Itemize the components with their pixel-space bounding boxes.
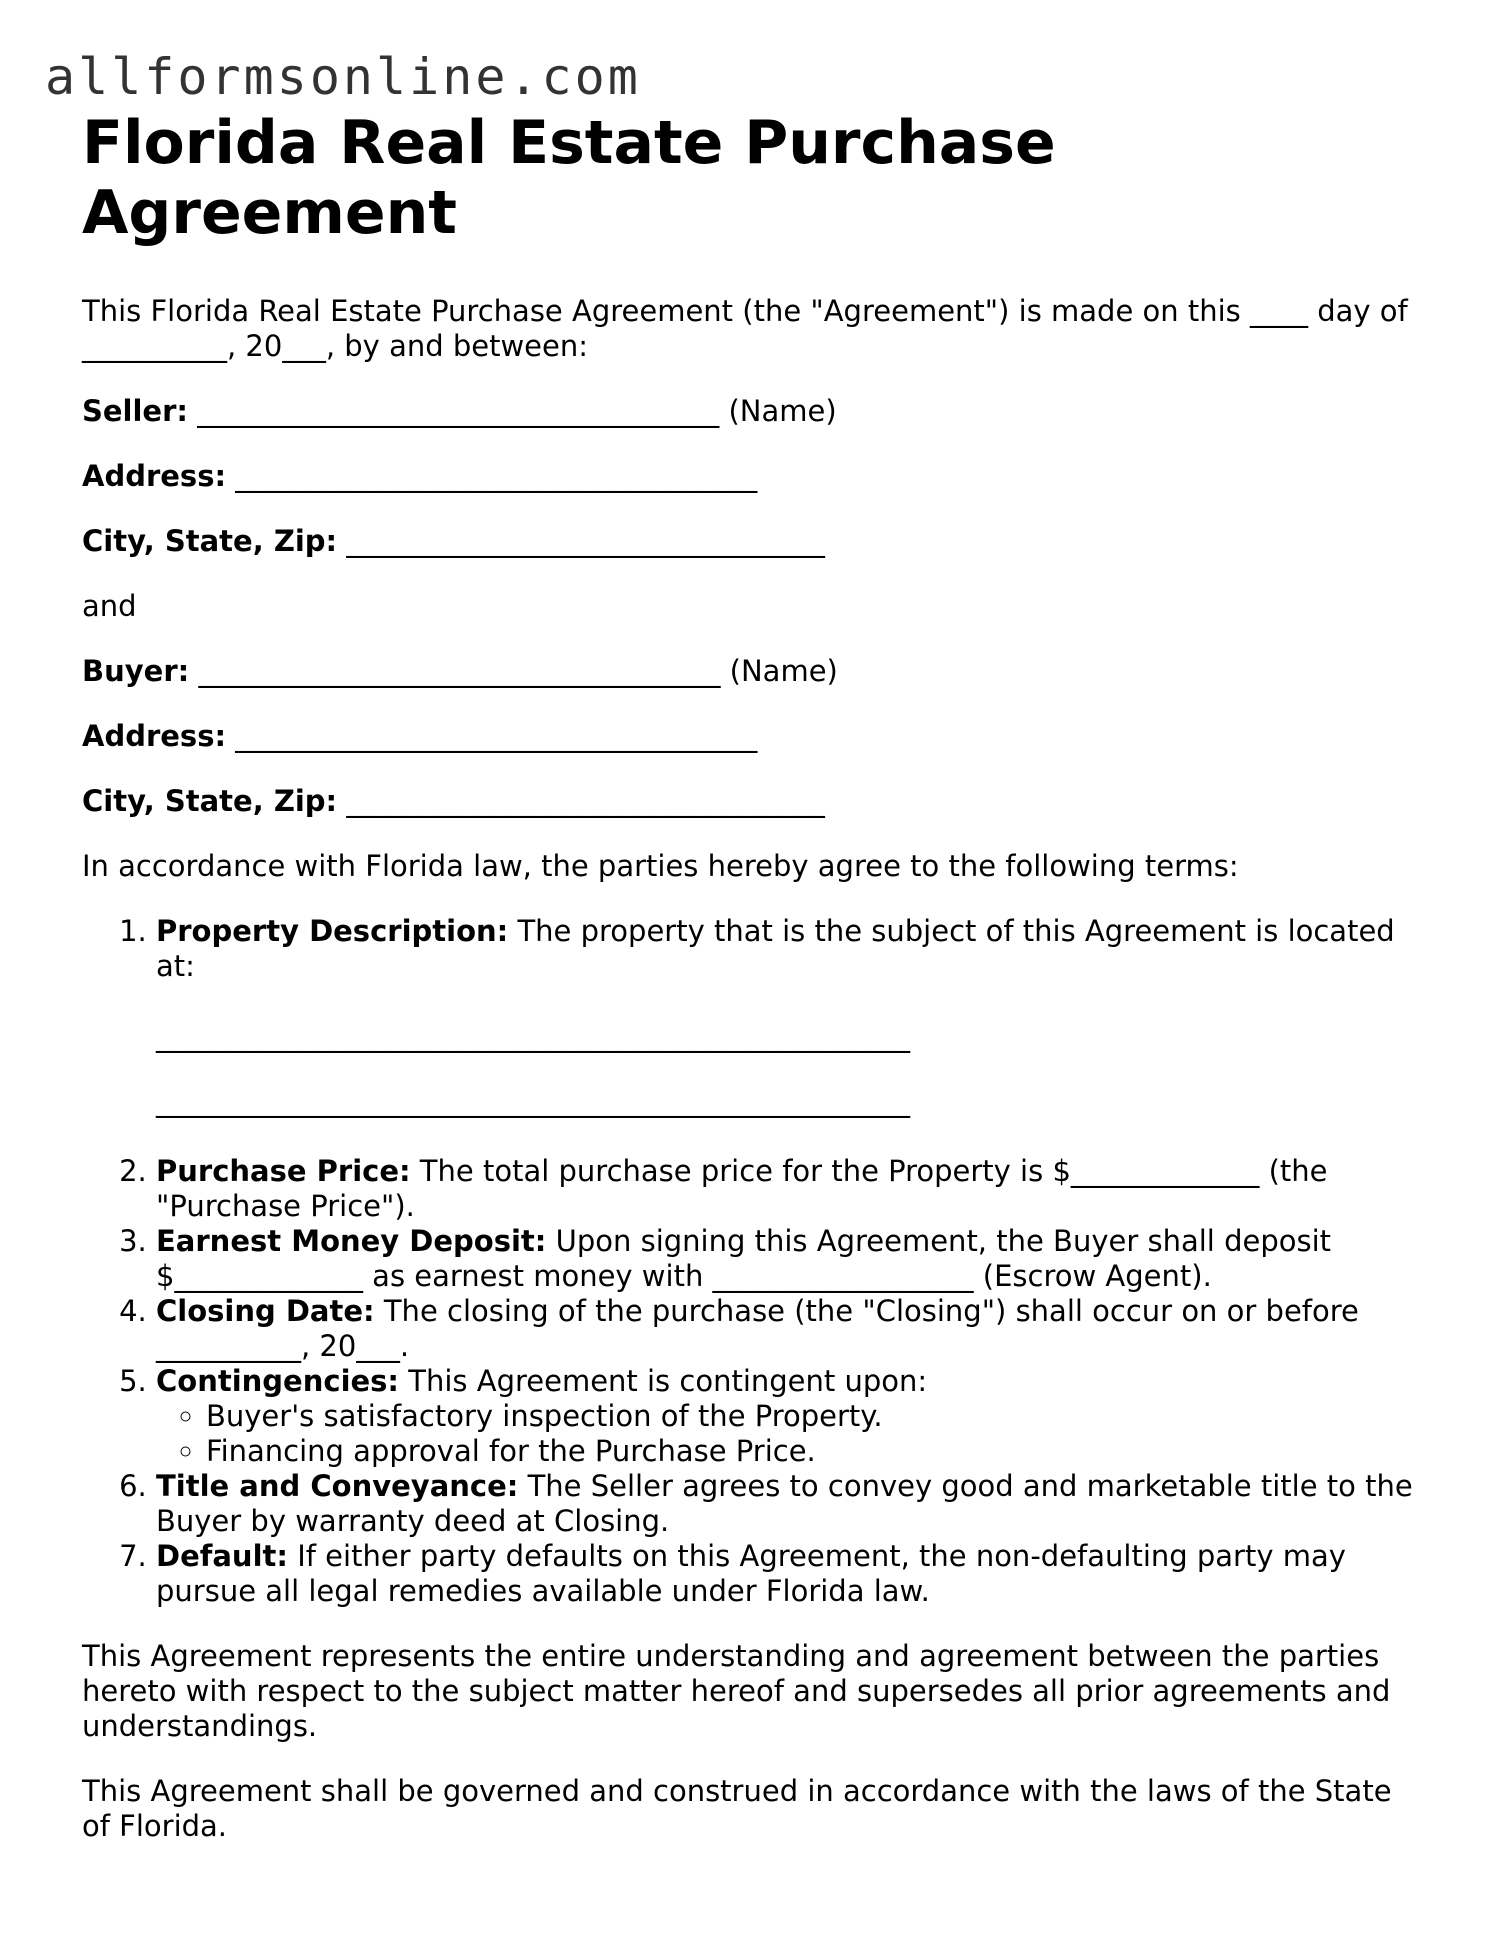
- buyer-label: Buyer:: [82, 654, 190, 688]
- property-blank-line[interactable]: ____________________________________________________: [156, 1084, 910, 1118]
- term-title: Property Description:: [156, 914, 509, 948]
- term-item: [156, 1364, 1422, 1469]
- term-item: [156, 1469, 1422, 1539]
- page-title: Florida Real Estate Purchase Agreement: [82, 108, 1056, 248]
- site-watermark: allformsonline.com: [45, 48, 641, 106]
- buyer-name-line: [82, 654, 1422, 689]
- seller-name-line: [82, 394, 1422, 429]
- document-body: [82, 108, 1422, 1844]
- seller-address-label: Address:: [82, 459, 227, 493]
- contingency-item: ◦ Buyer's satisfactory inspection of the Property.: [206, 1399, 1422, 1434]
- term-text: The total purchase price for the Property is $_____________ (the "Purchase Price").: [156, 1154, 1328, 1223]
- seller-city-label: City, State, Zip:: [82, 524, 338, 558]
- buyer-address-field[interactable]: ____________________________________: [226, 719, 758, 753]
- buyer-address-label: Address:: [82, 719, 227, 753]
- buyer-city-line: [82, 784, 1422, 819]
- term-title: Closing Date:: [156, 1294, 375, 1328]
- seller-address-line: [82, 459, 1422, 494]
- term-item: [156, 914, 1422, 1119]
- seller-name-field[interactable]: ____________________________________ (Name): [188, 394, 837, 428]
- term-text: If either party defaults on this Agreement, the non-defaulting party may pursue all legal remedies available under Florida law.: [156, 1539, 1346, 1608]
- term-title: Contingencies:: [156, 1364, 400, 1398]
- seller-city-field[interactable]: _________________________________: [337, 524, 825, 558]
- contingency-item: ◦ Financing approval for the Purchase Price.: [206, 1434, 1422, 1469]
- buyer-name-field[interactable]: ____________________________________ (Name): [189, 654, 838, 688]
- term-text: The Seller agrees to convey good and marketable title to the Buyer by warranty deed at Closing.: [156, 1469, 1413, 1538]
- closing-paragraph: This Agreement shall be governed and construed in accordance with the laws of the State of Florida.: [82, 1774, 1392, 1843]
- term-text: The property that is the subject of this Agreement is located at:: [156, 914, 1395, 983]
- term-item: [156, 1294, 1422, 1364]
- term-title: Earnest Money Deposit:: [156, 1224, 547, 1258]
- contingency-list: [156, 1399, 1422, 1469]
- buyer-address-line: [82, 719, 1422, 754]
- seller-city-line: [82, 524, 1422, 559]
- term-title: Default:: [156, 1539, 288, 1573]
- term-text: Upon signing this Agreement, the Buyer shall deposit $_____________ as earnest money with __________________ (Escrow Agent).: [156, 1224, 1332, 1293]
- seller-label: Seller:: [82, 394, 189, 428]
- closing-paragraph: This Agreement represents the entire understanding and agreement between the parties hereto with respect to the subject matter hereof and supersedes all prior agreements and understandings.: [82, 1639, 1391, 1743]
- buyer-city-field[interactable]: _________________________________: [337, 784, 825, 818]
- and-separator: and: [82, 589, 137, 623]
- term-text: This Agreement is contingent upon:: [399, 1364, 928, 1398]
- term-title: Purchase Price:: [156, 1154, 411, 1188]
- buyer-city-label: City, State, Zip:: [82, 784, 338, 818]
- term-item: [156, 1539, 1422, 1609]
- term-title: Title and Conveyance:: [156, 1469, 519, 1503]
- term-item: [156, 1154, 1422, 1224]
- term-item: [156, 1224, 1422, 1294]
- property-blank-line[interactable]: ____________________________________________________: [156, 1019, 910, 1053]
- terms-intro: In accordance with Florida law, the parties hereby agree to the following terms:: [82, 849, 1239, 883]
- term-text: The closing of the purchase (the "Closing") shall occur on or before __________, 20___.: [156, 1294, 1359, 1363]
- intro-paragraph: This Florida Real Estate Purchase Agreement (the "Agreement") is made on this ____ day of __________, 20___, by and between:: [82, 294, 1408, 363]
- seller-address-field[interactable]: ____________________________________: [226, 459, 758, 493]
- terms-list: [82, 914, 1422, 1609]
